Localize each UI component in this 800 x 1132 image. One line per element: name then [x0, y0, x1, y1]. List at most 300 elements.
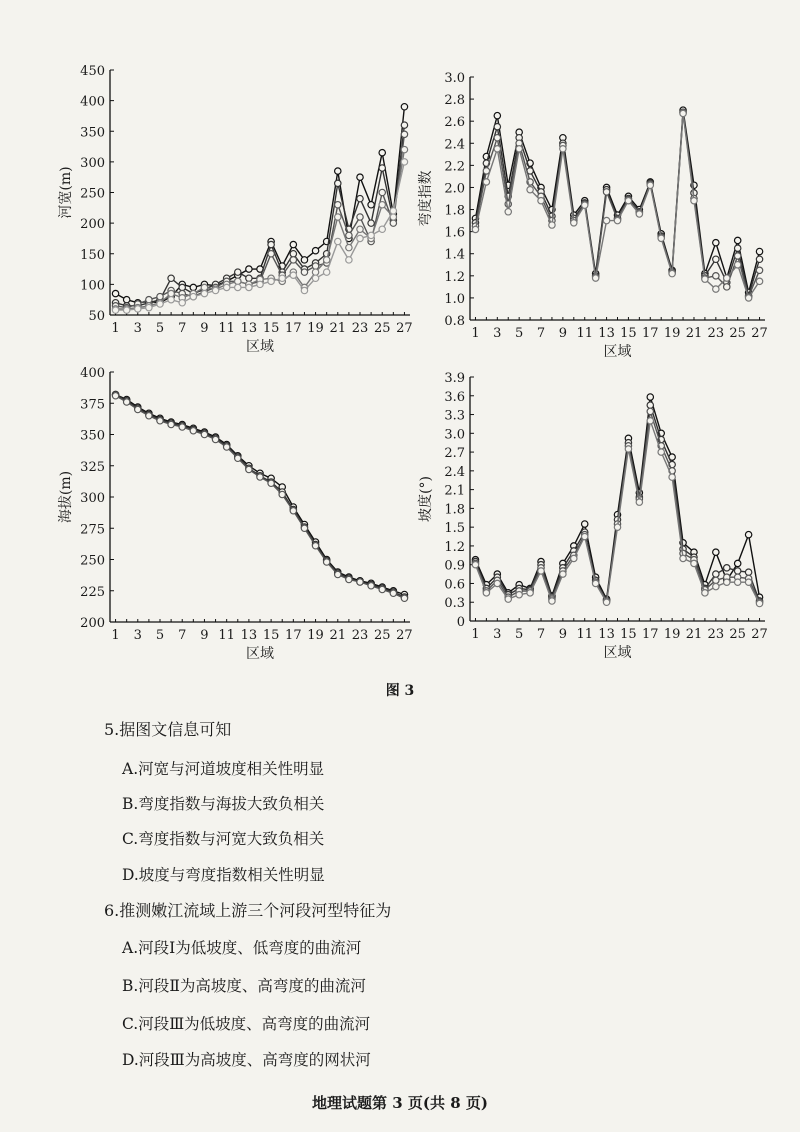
y-tick-label: 300 [80, 491, 105, 506]
data-point [614, 217, 620, 223]
y-tick-label: 50 [88, 309, 105, 324]
question-5-option-b: B.弯度指数与海拔大致负相关 [122, 795, 325, 813]
x-tick-label: 13 [598, 627, 615, 642]
x-tick-label: 3 [133, 628, 142, 643]
data-point [494, 112, 500, 118]
x-tick-label: 13 [240, 321, 258, 336]
x-tick-label: 23 [351, 321, 369, 336]
data-point [756, 278, 762, 284]
data-point [516, 592, 522, 598]
data-point [312, 247, 318, 253]
x-tick-label: 17 [285, 321, 302, 336]
data-point [346, 232, 352, 238]
data-point [571, 220, 577, 226]
data-point [669, 474, 675, 480]
data-point [505, 209, 511, 215]
data-point [379, 149, 385, 155]
data-point [179, 300, 185, 306]
data-point [146, 304, 152, 310]
data-point [290, 251, 296, 257]
chart-river-width [0, 55, 420, 369]
y-tick-label: 3.9 [444, 371, 465, 386]
data-point [582, 521, 588, 527]
data-point [190, 284, 196, 290]
data-point [235, 278, 241, 284]
data-point [312, 543, 318, 549]
data-point [724, 284, 730, 290]
x-tick-label: 9 [558, 326, 568, 341]
x-tick-label: 1 [111, 628, 120, 643]
x-tick-label: 21 [685, 326, 703, 341]
data-point [472, 561, 478, 567]
data-point [168, 290, 174, 296]
y-tick-label: 2.1 [444, 483, 465, 499]
data-point [301, 269, 307, 275]
data-point [357, 174, 363, 180]
data-point [279, 491, 285, 497]
x-axis-label: 区域 [603, 344, 632, 360]
y-tick-label: 3.0 [444, 71, 465, 86]
data-point [516, 146, 522, 152]
x-tick-label: 11 [576, 627, 593, 642]
y-axis-label: 坡度(°) [418, 476, 434, 522]
data-point [745, 569, 751, 575]
data-point [201, 431, 207, 437]
data-point [647, 418, 653, 424]
y-tick-label: 275 [80, 522, 105, 538]
series-line-1 [116, 395, 405, 595]
x-tick-label: 17 [285, 628, 302, 643]
data-point [357, 195, 363, 201]
data-point [505, 596, 511, 602]
y-tick-label: 375 [80, 397, 105, 413]
x-tick-label: 25 [729, 627, 746, 642]
data-point [235, 455, 241, 461]
y-tick-label: 0 [456, 615, 465, 630]
x-tick-label: 7 [178, 321, 187, 336]
data-point [713, 256, 719, 262]
data-point [527, 590, 533, 596]
data-point [179, 424, 185, 430]
data-point [647, 408, 653, 414]
data-point [235, 284, 241, 290]
data-point [680, 110, 686, 116]
y-tick-label: 2.8 [444, 93, 465, 109]
data-point [123, 296, 129, 302]
x-tick-label: 1 [111, 321, 120, 336]
data-point [323, 559, 329, 565]
data-point [582, 202, 588, 208]
x-tick-label: 19 [307, 321, 324, 336]
series-line-1 [116, 107, 405, 303]
x-tick-label: 7 [536, 627, 546, 642]
x-tick-label: 27 [396, 321, 413, 336]
x-tick-label: 1 [471, 326, 480, 341]
y-tick-label: 250 [80, 186, 105, 202]
y-axis-label: 弯度指数 [418, 170, 434, 227]
data-point [246, 266, 252, 272]
data-point [658, 235, 664, 241]
data-point [312, 269, 318, 275]
x-tick-label: 19 [663, 627, 681, 642]
data-point [368, 220, 374, 226]
y-tick-label: 1.4 [444, 247, 465, 263]
data-point [179, 284, 185, 290]
data-point [346, 244, 352, 250]
data-point [647, 182, 653, 188]
y-tick-label: 1.0 [444, 291, 465, 307]
data-point [390, 208, 396, 214]
x-tick-label: 17 [642, 326, 659, 341]
data-point [379, 202, 385, 208]
data-point [494, 580, 500, 586]
question-6-option-a: A.河段Ⅰ为低坡度、低弯度的曲流河 [122, 939, 362, 957]
data-point [756, 267, 762, 273]
data-point [582, 533, 588, 539]
data-point [390, 220, 396, 226]
data-point [190, 428, 196, 434]
data-point [290, 272, 296, 278]
data-point [368, 583, 374, 589]
page-footer: 地理试题第 3 页(共 8 页) [312, 1094, 488, 1112]
data-point [691, 560, 697, 566]
y-tick-label: 1.8 [444, 203, 465, 219]
data-point [168, 275, 174, 281]
data-point [603, 189, 609, 195]
data-point [724, 565, 730, 571]
data-point [301, 287, 307, 293]
data-point [301, 257, 307, 263]
data-point [123, 399, 129, 405]
data-point [745, 579, 751, 585]
data-point [669, 270, 675, 276]
x-tick-label: 15 [262, 628, 280, 643]
y-tick-label: 200 [80, 616, 105, 631]
x-tick-label: 21 [329, 628, 347, 643]
data-point [549, 222, 555, 228]
data-point [702, 590, 708, 596]
y-tick-label: 100 [80, 278, 105, 294]
data-point [713, 571, 719, 577]
data-point [246, 275, 252, 281]
x-tick-label: 11 [576, 326, 593, 341]
data-point [560, 146, 566, 152]
data-point [494, 146, 500, 152]
question-5-option-c: C.弯度指数与河宽大致负相关 [122, 830, 325, 848]
data-point [357, 214, 363, 220]
y-tick-label: 2.6 [444, 115, 465, 131]
data-point [346, 257, 352, 263]
data-point [734, 237, 740, 243]
data-point [680, 555, 686, 561]
x-tick-label: 25 [373, 321, 391, 336]
y-tick-label: 250 [80, 553, 105, 569]
data-point [335, 238, 341, 244]
x-tick-label: 23 [351, 628, 369, 643]
data-point [268, 241, 274, 247]
data-point [335, 214, 341, 220]
y-tick-label: 200 [80, 217, 105, 233]
data-point [335, 202, 341, 208]
data-point [658, 449, 664, 455]
x-tick-label: 27 [751, 627, 768, 642]
question-6-option-c: C.河段Ⅲ为低坡度、高弯度的曲流河 [122, 1015, 371, 1033]
data-point [647, 394, 653, 400]
data-point [713, 583, 719, 589]
data-point [301, 525, 307, 531]
data-point [603, 599, 609, 605]
data-point [312, 275, 318, 281]
x-tick-label: 23 [707, 627, 725, 642]
x-tick-label: 19 [307, 628, 324, 643]
data-point [636, 499, 642, 505]
data-point [323, 269, 329, 275]
y-tick-label: 1.2 [444, 269, 465, 285]
figure-caption: 图 3 [385, 683, 415, 699]
y-tick-label: 350 [80, 428, 105, 444]
x-tick-label: 5 [155, 628, 165, 643]
data-point [146, 413, 152, 419]
question-6-stem: 6.推测嫩江流域上游三个河段河型特征为 [104, 901, 392, 920]
data-point [592, 580, 598, 586]
data-point [603, 217, 609, 223]
data-point [734, 560, 740, 566]
x-tick-label: 11 [218, 628, 235, 643]
x-tick-label: 5 [515, 627, 524, 642]
x-tick-label: 3 [133, 321, 142, 336]
data-point [112, 290, 118, 296]
x-tick-label: 13 [240, 628, 258, 643]
x-tick-label: 5 [155, 321, 165, 336]
data-point [335, 168, 341, 174]
data-point [223, 284, 229, 290]
x-tick-label: 21 [329, 321, 347, 336]
data-point [472, 226, 478, 232]
x-tick-label: 19 [663, 326, 681, 341]
data-point [157, 301, 163, 307]
data-point [538, 568, 544, 574]
data-point [279, 275, 285, 281]
data-point [257, 474, 263, 480]
data-point [734, 568, 740, 574]
x-tick-label: 27 [396, 628, 413, 643]
data-point [135, 406, 141, 412]
data-point [494, 135, 500, 141]
data-point [691, 198, 697, 204]
data-point [290, 257, 296, 263]
data-point [290, 508, 296, 514]
data-point [246, 466, 252, 472]
x-tick-label: 25 [729, 326, 746, 341]
x-tick-label: 9 [558, 627, 568, 642]
question-5-stem: 5.据图文信息可知 [104, 720, 232, 739]
data-point [357, 235, 363, 241]
x-axis-label: 区域 [246, 339, 274, 355]
data-point [734, 253, 740, 259]
x-tick-label: 9 [200, 321, 209, 336]
data-point [246, 284, 252, 290]
data-point [268, 480, 274, 486]
x-tick-label: 17 [642, 627, 659, 642]
data-point [346, 576, 352, 582]
data-point [190, 293, 196, 299]
y-tick-label: 150 [80, 247, 105, 263]
x-tick-label: 15 [262, 321, 280, 336]
data-point [734, 579, 740, 585]
data-point [625, 446, 631, 452]
data-point [368, 232, 374, 238]
y-tick-label: 0.3 [444, 596, 465, 612]
data-point [379, 165, 385, 171]
y-tick-label: 325 [80, 459, 105, 475]
x-tick-label: 11 [218, 321, 235, 336]
data-point [713, 239, 719, 245]
x-tick-label: 3 [493, 326, 502, 341]
series-line-2 [116, 395, 405, 598]
data-point [135, 306, 141, 312]
data-point [390, 590, 396, 596]
data-point [734, 262, 740, 268]
y-tick-label: 2.4 [444, 464, 465, 480]
data-point [756, 600, 762, 606]
data-point [357, 226, 363, 232]
data-point [112, 307, 118, 313]
data-point [201, 290, 207, 296]
y-tick-label: 450 [80, 64, 105, 79]
data-point [168, 421, 174, 427]
x-tick-label: 7 [178, 628, 187, 643]
y-tick-label: 2.7 [444, 446, 465, 462]
y-tick-label: 1.2 [444, 539, 465, 555]
data-point [702, 276, 708, 282]
y-tick-label: 3.3 [444, 408, 465, 424]
y-tick-label: 0.9 [444, 558, 465, 574]
data-point [734, 245, 740, 251]
data-point [745, 295, 751, 301]
data-point [494, 124, 500, 130]
question-5-option-a: A.河宽与河道坡度相关性明显 [122, 760, 325, 778]
data-point [335, 180, 341, 186]
series-line-1 [476, 397, 760, 599]
x-tick-label: 15 [620, 627, 637, 642]
x-axis-label: 区域 [246, 646, 274, 662]
data-point [379, 226, 385, 232]
question-6-option-d: D.河段Ⅲ为高坡度、高弯度的网状河 [122, 1051, 371, 1069]
data-point [724, 579, 730, 585]
data-point [212, 287, 218, 293]
chart-elevation [0, 355, 420, 679]
x-tick-label: 15 [620, 326, 637, 341]
data-point [636, 211, 642, 217]
data-point [268, 278, 274, 284]
data-point [112, 393, 118, 399]
y-tick-label: 300 [80, 155, 105, 171]
data-point [157, 418, 163, 424]
data-point [379, 586, 385, 592]
x-axis-label: 区域 [603, 645, 632, 661]
data-point [713, 286, 719, 292]
data-point [483, 590, 489, 596]
data-point [368, 202, 374, 208]
data-point [212, 436, 218, 442]
data-point [290, 241, 296, 247]
data-point [571, 555, 577, 561]
data-point [560, 571, 566, 577]
data-point [713, 577, 719, 583]
y-tick-label: 2.4 [444, 137, 465, 153]
data-point [157, 293, 163, 299]
data-point [357, 579, 363, 585]
y-tick-label: 225 [80, 584, 105, 600]
x-tick-label: 21 [685, 627, 703, 642]
y-tick-label: 350 [80, 125, 105, 141]
data-point [549, 598, 555, 604]
x-tick-label: 1 [471, 627, 480, 642]
data-point [745, 531, 751, 537]
chart-sinuosity-index [400, 55, 800, 369]
data-point [168, 296, 174, 302]
data-point [223, 444, 229, 450]
data-point [379, 189, 385, 195]
x-tick-label: 23 [707, 326, 725, 341]
data-point [123, 307, 129, 313]
data-point [756, 248, 762, 254]
x-tick-label: 13 [598, 326, 615, 341]
y-axis-label: 海拔(m) [58, 470, 74, 524]
data-point [614, 524, 620, 530]
data-point [527, 186, 533, 192]
chart-slope [400, 355, 800, 679]
x-tick-label: 25 [373, 628, 391, 643]
y-tick-label: 0.6 [444, 577, 465, 593]
data-point [201, 284, 207, 290]
data-point [647, 402, 653, 408]
data-point [538, 198, 544, 204]
y-tick-label: 3.6 [444, 389, 465, 405]
data-point [625, 198, 631, 204]
y-tick-label: 3.0 [444, 427, 465, 443]
data-point [724, 275, 730, 281]
y-tick-label: 2.2 [444, 159, 465, 175]
x-tick-label: 7 [536, 326, 546, 341]
y-tick-label: 400 [80, 366, 105, 381]
data-point [713, 273, 719, 279]
series-line-3 [116, 396, 405, 599]
data-point [235, 269, 241, 275]
y-tick-label: 400 [80, 94, 105, 110]
question-6-option-b: B.河段Ⅱ为高坡度、高弯度的曲流河 [122, 977, 366, 995]
y-tick-label: 1.8 [444, 502, 465, 518]
data-point [257, 281, 263, 287]
x-tick-label: 27 [751, 326, 768, 341]
y-tick-label: 1.6 [444, 225, 465, 241]
y-tick-label: 1.5 [444, 521, 465, 537]
data-point [268, 251, 274, 257]
data-point [483, 179, 489, 185]
data-point [756, 256, 762, 262]
data-point [323, 257, 329, 263]
x-tick-label: 9 [200, 628, 209, 643]
question-5-option-d: D.坡度与弯度指数相关性明显 [122, 866, 325, 884]
data-point [713, 549, 719, 555]
y-tick-label: 0.8 [444, 314, 465, 329]
data-point [312, 263, 318, 269]
x-tick-label: 5 [515, 326, 524, 341]
y-axis-label: 河宽(m) [58, 166, 74, 219]
data-point [592, 275, 598, 281]
data-point [335, 571, 341, 577]
x-tick-label: 3 [493, 627, 502, 642]
